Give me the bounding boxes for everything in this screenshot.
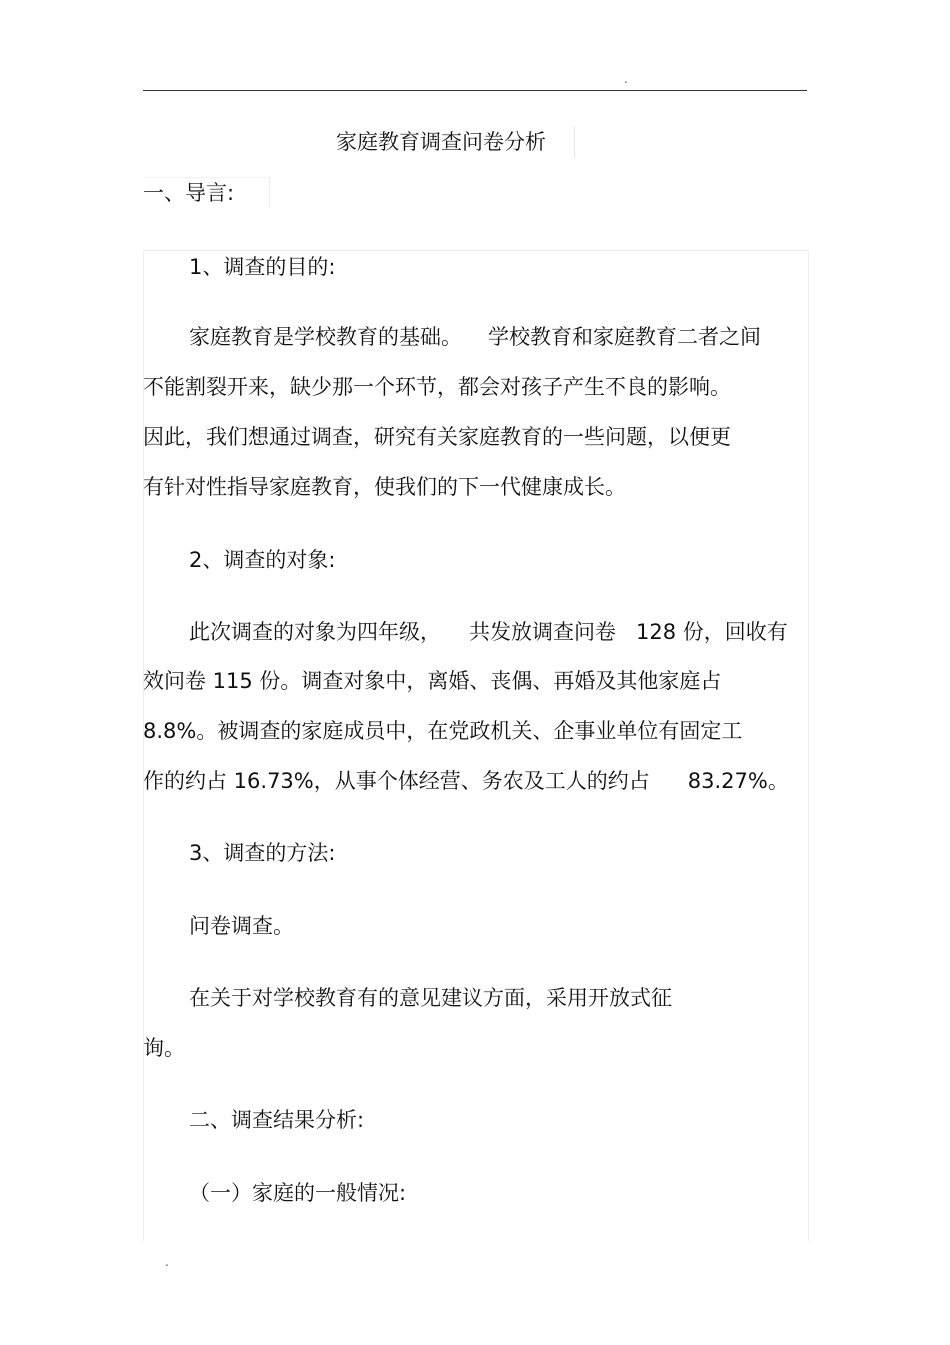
text-segment: 因此，我们想通过调查，研究有关家庭教育的一些问题，以便更 bbox=[143, 425, 731, 449]
footer-dot: . bbox=[165, 1255, 169, 1269]
text-segment: 有针对性指导家庭教育，使我们的下一代健康成长。 bbox=[143, 475, 626, 499]
header-rule bbox=[143, 90, 807, 91]
paragraph-line bbox=[143, 716, 742, 746]
document-title: 家庭教育调查问卷分析 bbox=[336, 130, 546, 154]
paragraph-line bbox=[143, 372, 731, 402]
paragraph-line bbox=[143, 1033, 185, 1063]
text-segment: 问卷调查。 bbox=[189, 914, 294, 938]
text-segment: 学校教育和家庭教育二者之间 bbox=[488, 325, 761, 349]
text-segment: 不能割裂开来，缺少那一个环节，都会对孩子产生不良的影响。 bbox=[143, 375, 731, 399]
text-segment: 询。 bbox=[143, 1036, 185, 1060]
text-segment: 家庭教育是学校教育的基础。 bbox=[189, 325, 462, 349]
subheading-purpose: 1、调查的目的: bbox=[189, 255, 336, 279]
text-segment: 在关于对学校教育有的意见建议方面，采用开放式征 bbox=[189, 986, 672, 1010]
subheading-family-general: （一）家庭的一般情况: bbox=[189, 1181, 407, 1205]
text-segment: 共发放调查问卷 bbox=[469, 620, 616, 644]
paragraph-line bbox=[189, 983, 672, 1013]
paragraph-line bbox=[143, 666, 721, 696]
section-heading-intro: 一、导言: bbox=[143, 181, 235, 205]
paragraph-line bbox=[143, 472, 626, 502]
paragraph-line bbox=[189, 322, 761, 352]
section-heading-results: 二、调查结果分析: bbox=[189, 1108, 365, 1132]
paragraph-line bbox=[189, 617, 788, 647]
text-segment: 此次调查的对象为四年级， bbox=[189, 620, 441, 644]
paragraph-line bbox=[189, 911, 294, 941]
header-dot: . bbox=[624, 72, 628, 86]
subheading-method: 3、调查的方法: bbox=[189, 841, 336, 865]
paragraph-line bbox=[143, 422, 731, 452]
subheading-subject: 2、调查的对象: bbox=[189, 548, 336, 572]
text-segment: 8.8%。被调查的家庭成员中，在党政机关、企事业单位有固定工 bbox=[143, 719, 743, 743]
text-segment: 作的约占 16.73%，从事个体经营、务农及工人的约占 bbox=[143, 769, 650, 793]
paragraph-line bbox=[143, 766, 789, 796]
text-segment: 128 份，回收有 bbox=[636, 620, 788, 644]
text-segment: 83.27%。 bbox=[687, 769, 789, 793]
text-segment: 效问卷 115 份。调查对象中，离婚、丧偶、再婚及其他家庭占 bbox=[143, 669, 722, 693]
